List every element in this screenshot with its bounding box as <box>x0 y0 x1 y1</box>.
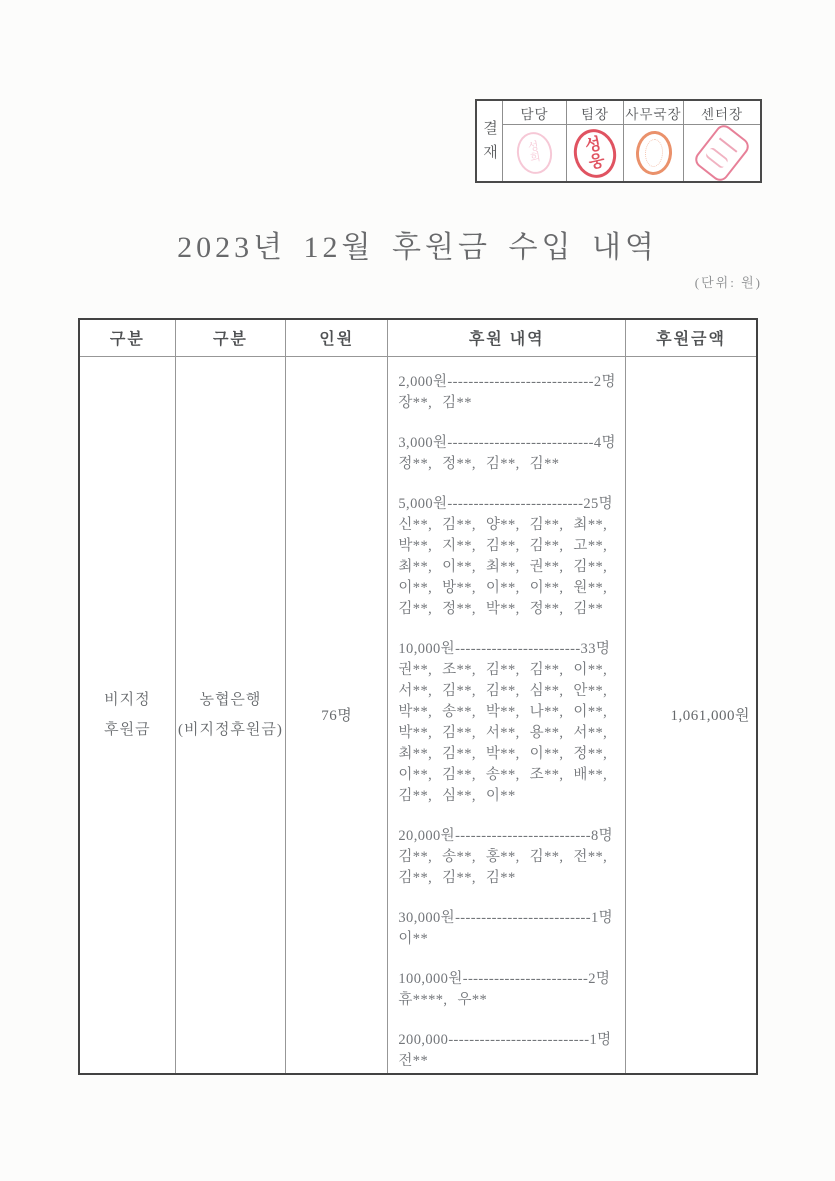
donation-block <box>398 639 617 807</box>
donation-names-line: 김**, 정**, 박**, 정**, 김** <box>398 600 604 617</box>
seal-stamp-icon: 성희 <box>514 129 556 176</box>
donation-names-line: 장**, 김** <box>398 394 472 411</box>
donation-amount-line: 20,000원--------------------------8명 <box>398 827 614 844</box>
donation-names-line: 서**, 김**, 김**, 심**, 안**, <box>398 682 608 699</box>
approval-column-title: 센터장 <box>684 101 760 125</box>
donation-block <box>398 826 617 889</box>
donation-table <box>78 318 758 1075</box>
account-line: (비지정후원금) <box>177 721 283 738</box>
account-line: 농협은행 <box>199 691 262 708</box>
approval-box <box>475 99 762 183</box>
donation-names-line: 박**, 지**, 김**, 김**, 고**, <box>398 537 608 554</box>
donation-names-line: 이**, 방**, 이**, 이**, 원**, <box>398 579 608 596</box>
category-line: 비지정 <box>104 691 151 708</box>
donation-names-line: 이** <box>398 930 429 947</box>
donation-names-line: 정**, 정**, 김**, 김** <box>398 455 560 472</box>
donation-names-line: 휴****, 우** <box>398 991 488 1008</box>
approval-column-title: 사무국장 <box>624 101 684 125</box>
donation-amount-line: 200,000---------------------------1명 <box>398 1031 612 1048</box>
approval-stamp-cell <box>567 125 624 181</box>
seal-stamp-icon <box>634 130 673 176</box>
donation-names-line: 최**, 이**, 최**, 권**, 김**, <box>398 558 608 575</box>
donation-names-line: 박**, 송**, 박**, 나**, 이**, <box>398 703 608 720</box>
page-title: 2023년 12월 후원금 수입 내역 <box>177 231 658 264</box>
donation-amount-line: 5,000원--------------------------25명 <box>398 495 614 512</box>
unit-note: (단위: 원) <box>694 275 762 290</box>
donation-names-line: 이**, 김**, 송**, 조**, 배**, <box>398 766 608 783</box>
donation-names-line: 최**, 김**, 박**, 이**, 정**, <box>398 745 608 762</box>
donation-block <box>398 494 617 620</box>
approval-stamp-cell <box>684 125 760 181</box>
donation-block <box>398 372 617 414</box>
seal-stamp-icon: 성웅 <box>569 125 620 182</box>
donation-block <box>398 969 617 1011</box>
approval-label: 결재 <box>477 101 503 181</box>
donation-details <box>388 357 625 1072</box>
header-category: 구분 <box>79 319 175 356</box>
approval-stamp-cell <box>624 125 684 181</box>
donation-names-line: 신**, 김**, 양**, 김**, 최**, <box>398 516 608 533</box>
donation-names-line: 박**, 김**, 서**, 용**, 서**, <box>398 724 608 741</box>
approval-column-title: 담당 <box>503 101 567 125</box>
account-cell <box>175 356 285 1074</box>
donation-names-line: 전** <box>398 1052 429 1069</box>
amount-cell: 1,061,000원 <box>626 356 757 1074</box>
donation-names-line: 권**, 조**, 김**, 김**, 이**, <box>398 661 608 678</box>
donation-block <box>398 433 617 475</box>
donation-names-line: 김**, 심**, 이** <box>398 787 516 804</box>
details-cell <box>388 356 626 1074</box>
approval-stamp-cell <box>503 125 567 181</box>
category-line: 후원금 <box>104 721 151 738</box>
header-subcategory: 구분 <box>175 319 285 356</box>
table-row <box>79 356 757 1074</box>
count-cell: 76명 <box>286 356 388 1074</box>
donation-amount-line: 2,000원----------------------------2명 <box>398 373 616 390</box>
donation-amount-line: 3,000원----------------------------4명 <box>398 434 616 451</box>
donation-names-line: 김**, 김**, 김** <box>398 869 516 886</box>
header-count: 인원 <box>286 319 388 356</box>
seal-stamp-icon <box>692 122 753 185</box>
table-header-row <box>79 319 757 356</box>
donation-block <box>398 908 617 950</box>
category-cell <box>79 356 175 1074</box>
header-details: 후원 내역 <box>388 319 626 356</box>
donation-names-line: 김**, 송**, 홍**, 김**, 전**, <box>398 848 608 865</box>
donation-block <box>398 1030 617 1072</box>
approval-column-title: 팀장 <box>567 101 624 125</box>
header-amount: 후원금액 <box>626 319 757 356</box>
donation-amount-line: 100,000원------------------------2명 <box>398 970 611 987</box>
donation-amount-line: 30,000원--------------------------1명 <box>398 909 614 926</box>
donation-amount-line: 10,000원------------------------33명 <box>398 640 611 657</box>
